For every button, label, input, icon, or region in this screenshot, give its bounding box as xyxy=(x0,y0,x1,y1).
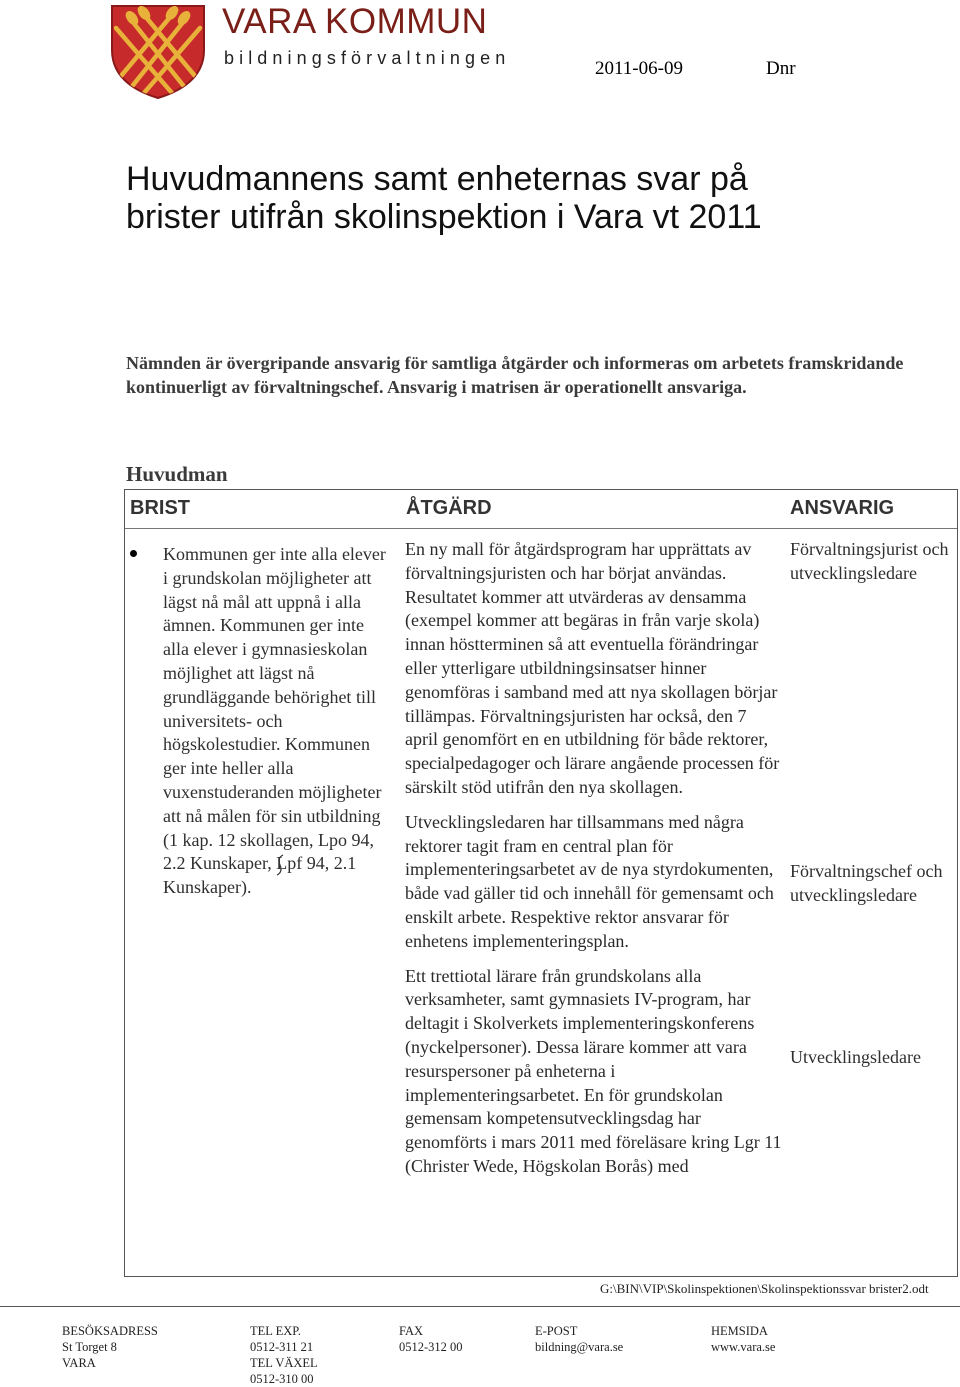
footer-label: TEL EXP. xyxy=(250,1324,301,1338)
footer-value: 0512-311 21 xyxy=(250,1340,314,1354)
column-header-ansvarig: ANSVARIG xyxy=(790,497,895,519)
footer-value: VARA xyxy=(62,1356,96,1370)
footer-label: TEL VÄXEL xyxy=(250,1356,318,1370)
document-dnr-label: Dnr xyxy=(766,58,796,79)
title-line-2: brister utifrån skolinspektion i Vara vt 2011 xyxy=(126,198,762,236)
footer-value: 0512-310 00 xyxy=(250,1372,314,1386)
document-title xyxy=(126,160,926,236)
brist-cell: Kommunen ger inte alla elever i grundskolan möjligheter att lägst nå mål att uppnå i alla ämnen. Kommunen ger inte alla elever i gymnasieskolan möjlighet att lägst nå grundläggande behörighet till universitets- och högskolestudier. Kommunen ger inte heller alla vuxenstuderanden möjligheter att nå målen för sin utbildning (1 kap. 12 skollagen, Lpo 94, 2.2 Kunskaper, Lpf 94, 2.1 Kunskaper). xyxy=(163,544,386,898)
footer-email xyxy=(535,1323,623,1355)
title-line-1: Huvudmannens samt enheternas svar på xyxy=(126,160,748,198)
intro-paragraph: Nämnden är övergripande ansvarig för samtliga åtgärder och informeras om arbetets framskridande kontinuerligt av förvaltningschef. Ansvarig i matrisen är operationellt ansvariga. xyxy=(126,353,904,397)
footer-divider xyxy=(0,1306,960,1307)
atgard-cell xyxy=(405,538,783,1190)
atgard-paragraph-1: En ny mall för åtgärdsprogram har upprättats av förvaltningsjuristen och har börjat användas. Resultatet kommer att utvärderas av densamma (exempel kommer att begäras in från varje skola) innan höstterminen så att eventuella förändringar eller ytterligare utbildningsinsatser hinner genomföras i samband med att nya skollagen börjar tillämpas. Förvaltningsjuristen har också, den 7 april genomfört en en utbildning för både rektorer, specialpedagoger och lärare angående processen för särskilt stöd utifrån den nya skollagen. xyxy=(405,539,780,797)
footer-website-link[interactable]: www.vara.se xyxy=(711,1340,776,1354)
footer-label: FAX xyxy=(399,1324,424,1338)
footer-value: St Torget 8 xyxy=(62,1340,117,1354)
atgard-paragraph-2: Utvecklingsledaren har tillsammans med några rektorer tagit fram en central plan för implementeringsarbetet av de nya styrdokumenten, både vad gäller tid och innehåll för gemensamt och enskilt arbete. Respektive rektor ansvarar för enhetens implementeringsplan. xyxy=(405,811,774,951)
bullet-icon xyxy=(130,550,137,557)
column-header-brist: BRIST xyxy=(130,497,190,519)
brand-name: VARA KOMMUN xyxy=(222,2,488,41)
section-heading: Huvudman xyxy=(126,462,228,486)
footer-label: HEMSIDA xyxy=(711,1324,768,1338)
document-date: 2011-06-09 xyxy=(595,58,683,79)
footer-fax xyxy=(399,1323,463,1355)
column-header-atgard: ÅTGÄRD xyxy=(406,497,492,519)
atgard-paragraph-3: Ett trettiotal lärare från grundskolans alla verksamheter, samt gymnasiets IV-program, har deltagit i Skolverkets implementeringskonferens (nyckelpersoner). Dessa lärare kommer att vara resurspersoner på enheterna i implementeringsarbetet. En för grundskolan gemensam kompetensutvecklingsdag har genomförts i mars 2011 med föreläsare kring Lgr 11 (Christer Wede, Högskolan Borås) med xyxy=(405,965,782,1176)
ansvarig-entry-1: Förvaltningsjurist och utvecklingsledare xyxy=(790,539,949,583)
table-header-row xyxy=(125,490,957,529)
footer-label: BESÖKSADRESS xyxy=(62,1324,158,1338)
footer-visiting-address xyxy=(62,1323,158,1371)
footer-value: 0512-312 00 xyxy=(399,1340,463,1354)
footer-email-link[interactable]: bildning@vara.se xyxy=(535,1340,624,1354)
file-path: G:\BIN\VIP\Skolinspektionen\Skolinspektionssvar brister2.odt xyxy=(600,1281,929,1296)
ansvarig-entry-3: Utvecklingsledare xyxy=(790,1047,921,1067)
citation-mark-icon xyxy=(275,854,285,876)
footer-phone xyxy=(250,1323,318,1387)
vara-kommun-shield-logo xyxy=(108,4,208,100)
footer-website xyxy=(711,1323,775,1355)
action-matrix-table xyxy=(124,489,958,1277)
ansvarig-entry-2: Förvaltningschef och utvecklingsledare xyxy=(790,861,943,905)
footer-label: E-POST xyxy=(535,1324,578,1338)
brand-subtitle: bildningsförvaltningen xyxy=(224,48,511,68)
